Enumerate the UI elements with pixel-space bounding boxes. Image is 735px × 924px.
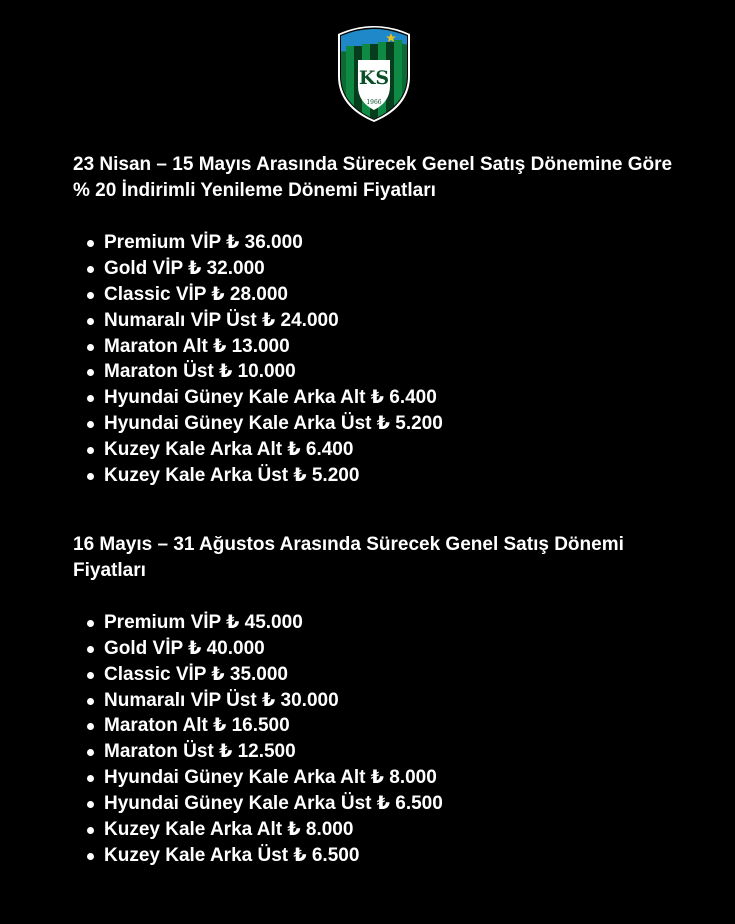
price-item-premium-vip <box>73 610 693 636</box>
price-item-text: Hyundai Güney Kale Arka Alt ₺ 6.400 <box>104 387 437 409</box>
logo-letters: KS <box>358 67 390 89</box>
price-item-classic-vip <box>73 662 693 688</box>
price-item-classic-vip <box>73 282 693 308</box>
price-item-hyundai-guney-ust <box>73 791 693 817</box>
bullet-icon <box>87 723 94 730</box>
renewal-prices-section <box>73 152 693 489</box>
price-item-text: Kuzey Kale Arka Üst ₺ 6.500 <box>104 844 360 866</box>
bullet-icon <box>87 318 94 325</box>
price-item-maraton-alt <box>73 334 693 360</box>
bullet-icon <box>87 369 94 376</box>
price-item-numarali-vip-ust <box>73 308 693 334</box>
price-item-text: Kuzey Kale Arka Alt ₺ 8.000 <box>104 819 354 841</box>
price-item-text: Hyundai Güney Kale Arka Alt ₺ 8.000 <box>104 767 437 789</box>
price-item-hyundai-guney-alt <box>73 385 693 411</box>
club-logo <box>336 24 412 122</box>
bullet-icon <box>87 827 94 834</box>
price-item-text: Hyundai Güney Kale Arka Üst ₺ 6.500 <box>104 793 443 815</box>
price-item-gold-vip <box>73 636 693 662</box>
price-item-premium-vip <box>73 230 693 256</box>
logo-year: 1966 <box>366 99 382 106</box>
price-item-text: Premium VİP ₺ 45.000 <box>104 611 303 633</box>
bullet-icon <box>87 853 94 860</box>
price-item-kuzey-alt <box>73 437 693 463</box>
price-item-maraton-ust <box>73 739 693 765</box>
club-crest-icon <box>336 24 412 122</box>
section1-title: 23 Nisan – 15 Mayıs Arasında Sürecek Genel Satış Dönemine Göre % 20 İndirimli Yenileme Dönemi Fiyatları <box>73 154 673 201</box>
price-item-kuzey-ust <box>73 843 693 869</box>
renewal-price-list <box>73 230 693 489</box>
bullet-icon <box>87 620 94 627</box>
section2-title: 16 Mayıs – 31 Ağustos Arasında Sürecek Genel Satış Dönemi Fiyatları <box>73 533 624 581</box>
price-item-text: Gold VİP ₺ 32.000 <box>104 257 265 279</box>
price-item-text: Kuzey Kale Arka Üst ₺ 5.200 <box>104 465 360 487</box>
bullet-icon <box>87 646 94 653</box>
bullet-icon <box>87 473 94 480</box>
price-item-text: Classic VİP ₺ 35.000 <box>104 663 288 685</box>
price-item-maraton-ust <box>73 359 693 385</box>
price-item-text: Maraton Alt ₺ 16.500 <box>104 715 290 737</box>
price-item-text: Classic VİP ₺ 28.000 <box>104 283 288 305</box>
price-item-hyundai-guney-alt <box>73 765 693 791</box>
price-item-text: Premium VİP ₺ 36.000 <box>104 232 303 253</box>
bullet-icon <box>87 344 94 351</box>
price-item-text: Numaralı VİP Üst ₺ 24.000 <box>104 309 339 331</box>
price-item-text: Hyundai Güney Kale Arka Üst ₺ 5.200 <box>104 413 443 435</box>
price-item-maraton-alt <box>73 713 693 739</box>
bullet-icon <box>87 749 94 756</box>
price-item-text: Maraton Üst ₺ 12.500 <box>104 741 296 763</box>
price-content <box>73 152 693 869</box>
general-sale-prices-section <box>73 532 693 869</box>
general-sale-price-list <box>73 610 693 869</box>
bullet-icon <box>87 801 94 808</box>
bullet-icon <box>87 421 94 428</box>
price-item-text: Numaralı VİP Üst ₺ 30.000 <box>104 689 339 711</box>
price-item-hyundai-guney-ust <box>73 411 693 437</box>
bullet-icon <box>87 240 94 247</box>
bullet-icon <box>87 698 94 705</box>
bullet-icon <box>87 447 94 454</box>
price-item-text: Maraton Üst ₺ 10.000 <box>104 361 296 383</box>
price-item-kuzey-alt <box>73 817 693 843</box>
bullet-icon <box>87 775 94 782</box>
price-item-text: Kuzey Kale Arka Alt ₺ 6.400 <box>104 439 354 461</box>
bullet-icon <box>87 292 94 299</box>
bullet-icon <box>87 266 94 273</box>
price-item-text: Maraton Alt ₺ 13.000 <box>104 335 290 357</box>
price-item-gold-vip <box>73 256 693 282</box>
price-item-kuzey-ust <box>73 463 693 489</box>
price-item-numarali-vip-ust <box>73 688 693 714</box>
bullet-icon <box>87 672 94 679</box>
price-item-text: Gold VİP ₺ 40.000 <box>104 637 265 659</box>
bullet-icon <box>87 395 94 402</box>
